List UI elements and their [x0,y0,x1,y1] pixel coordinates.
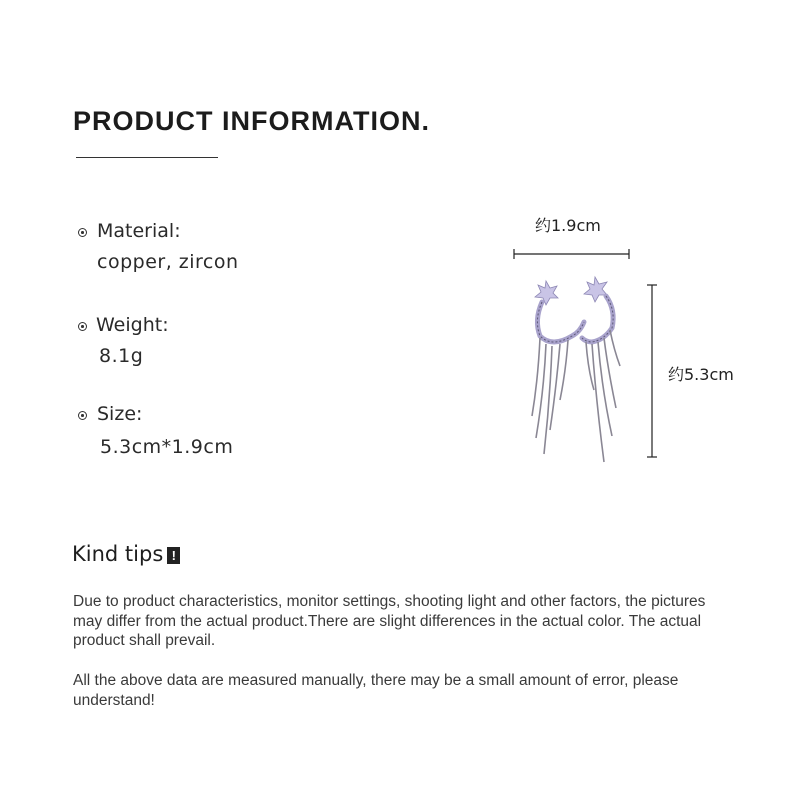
material-label: Material: [97,220,181,242]
weight-label: Weight: [96,314,169,336]
page-title: PRODUCT INFORMATION. [73,106,430,136]
exclamation-icon: ! [167,547,180,564]
earring-diagram [500,240,670,480]
tips-paragraph-disclaimer: Due to product characteristics, monitor settings, shooting light and other factors, the pictures may differ from the actual product.There are slight differences in the actual color. The actual product shall prevail. [73,593,706,649]
kind-tips-title: Kind tips [72,542,164,566]
kind-tips-heading [72,542,180,566]
weight-value: 8.1g [99,345,144,367]
tips-paragraph-measurement: All the above data are measured manually, there may be a small amount of error, please understand! [73,672,679,709]
size-value: 5.3cm*1.9cm [100,436,234,458]
width-label: 约1.9cm [535,216,601,235]
bullet-icon [78,228,87,237]
earring-left-image [532,281,584,454]
size-label: Size: [97,403,143,425]
earring-right-image [582,277,620,462]
height-dimension-line [647,285,657,457]
bullet-icon [78,322,87,331]
bullet-icon [78,411,87,420]
material-value: copper, zircon [97,251,239,273]
title-divider [76,157,218,158]
width-dimension-line [514,249,629,259]
height-label: 约5.3cm [668,365,734,384]
